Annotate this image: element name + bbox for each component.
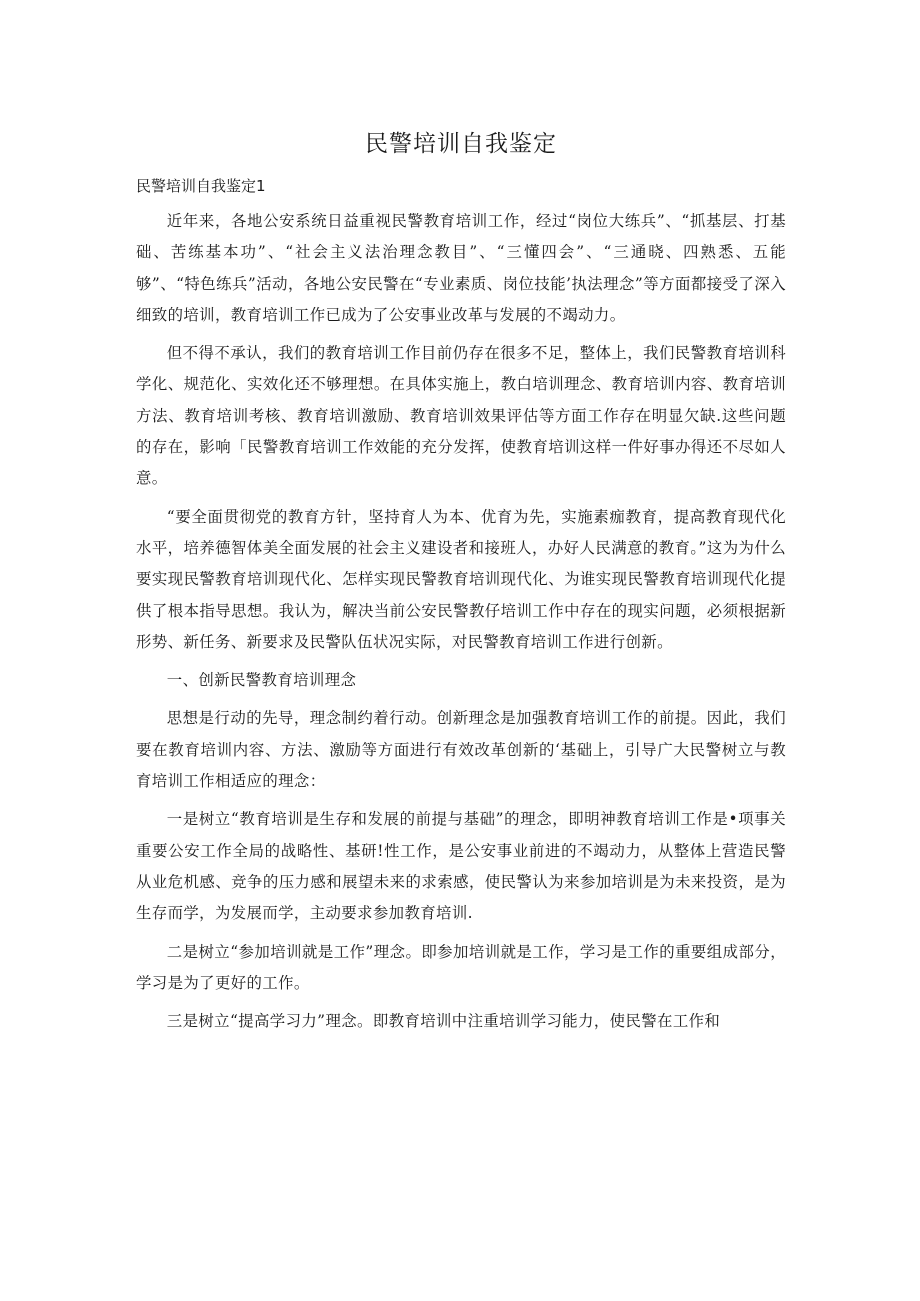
document-subtitle: 民警培训自我鉴定1 bbox=[136, 177, 266, 195]
paragraph-point-2: 二是树立“参加培训就是工作”理念。即参加培训就是工作，学习是工作的重要组成部分，学习是为了更好的工作。 bbox=[136, 942, 786, 992]
paragraph-point-3: 三是树立“提高学习力”理念。即教育培训中注重培训学习能力，使民警在工作和 bbox=[166, 1012, 721, 1031]
section-heading-1: 一、创新民警教育培训理念 bbox=[166, 671, 357, 690]
paragraph-guiding-thought: “要全面贯彻党的教育方针，坚持育人为本、优育为先，实施素痂教育，提高教育现代化水平，培养德智体美全面发展的社会主义建设者和接班人，办好人民满意的教育。”这为为什么要实现民警教育培训现代化、怎样实现民警教育培训现代化、为谁实现民警教育培训现代化提供了根本指导思想。我认为，解决当前公安民警教仔培训工作中存在的现实问题，必须根据新形势、新任务、新要求及民警队伍状况实际，对民警教育培训工作进行创新。 bbox=[136, 507, 786, 651]
paragraph-ideas: 思想是行动的先导，理念制约着行动。创新理念是加强教育培训工作的前提。因此，我们要在教育培训内容、方法、激励等方面进行有效改革创新的‘基础上，引导广大民警树立与教育培训工作相适应的理念： bbox=[136, 709, 786, 791]
document-body bbox=[136, 206, 786, 1044]
document-title: 民警培训自我鉴定 bbox=[365, 131, 557, 157]
paragraph-point-1: 一是树立“教育培训是生存和发展的前提与基础”的理念，即明神教育培训工作是•项事关重要公安工作全局的战略性、基研!性工作，是公安事业前进的不竭动力，从整体上营造民警从业危机感、竞争的压力感和展望未来的求索感，使民警认为来参加培训是为未来投资，是为生存而学，为发展而学，主动要求参加教育培训. bbox=[136, 810, 786, 923]
paragraph-intro: 近年来，各地公安系统日益重视民警教育培训工作，经过“岗位大练兵”、“抓基层、打基础、苦练基本功”、“社会主义法治理念教目”、“三懂四会”、“三通晓、四熟悉、五能够”、“特色练兵”活动，各地公安民警在“专业素质、岗位技能’执法理念”等方面都接受了深入细致的培训，教育培训工作已成为了公安事业改革与发展的不竭动力。 bbox=[136, 212, 786, 324]
paragraph-shortcomings: 但不得不承认，我们的教育培训工作目前仍存在很多不足，整体上，我们民警教育培训科学化、规范化、实效化还不够理想。在具体实施上，教白培训理念、教育培训内容、教育培训方法、教育培训考核、教育培训激励、教育培训效果评估等方面工作存在明显欠缺.这些问题的存在，影响「民警教育培训工作效能的充分发挥，使教育培训这样一件好事办得还不尽如人意。 bbox=[136, 344, 786, 488]
